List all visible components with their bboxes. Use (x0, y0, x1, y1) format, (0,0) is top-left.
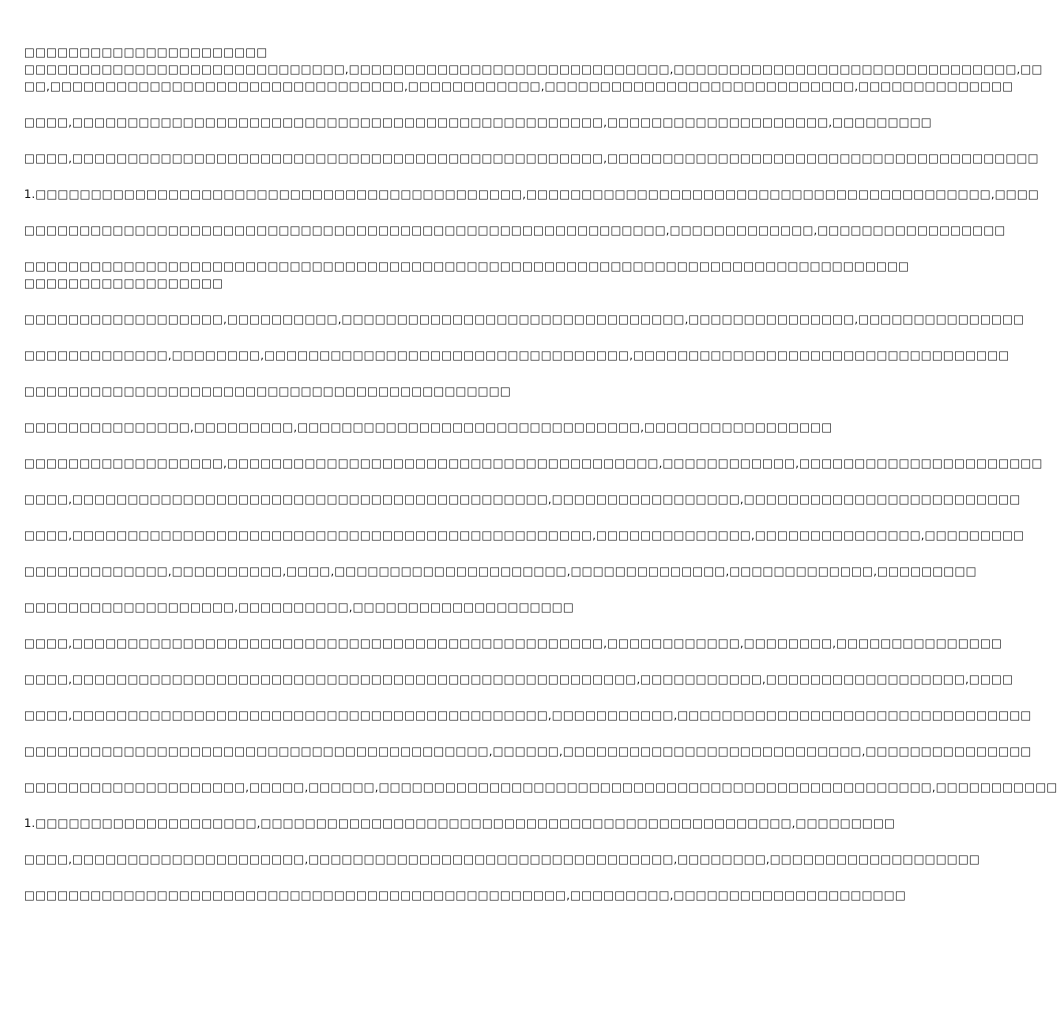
paragraph-line: □□□□□□□□□□□□□□□□□□□□□□□□□□□□□□□□□□□□□□□□□□□□□□□□□□□□□□□□□□,□□□□□□□□□□□□□,□□□□□□□□□□□□□□□□□ (24, 223, 1006, 237)
paragraph-line: □□,□□□□□□□□□□□□□□□□□□□□□□□□□□□□□□□□,□□□□□□□□□□□□,□□□□□□□□□□□□□□□□□□□□□□□□□□□□,□□□□□□□□□□□□□□ (24, 79, 1014, 93)
paragraph-line: □□□□□□□□□□□□□□□□□□ (24, 276, 224, 290)
paragraph-line: □□□□,□□□□□□□□□□□□□□□□□□□□□□□□□□□□□□□□□□□□□□□□□□□□□□□□,□□□□□□□□□□□□□□□□□□□□□□□□□□□□□□□□□□□□□□□ (24, 151, 1039, 165)
numbered-item: 1.□□□□□□□□□□□□□□□□□□□□□□□□□□□□□□□□□□□□□□□□□□□□,□□□□□□□□□□□□□□□□□□□□□□□□□□□□□□□□□□□□□□□□□□,□□□□ (24, 187, 1039, 201)
paragraph-line: □□□□□□□□□□□□□□□□□□□□□□□□□□□□□□□□□□□□□□□□□□□□□□□□□□□□□□□□□□□□□□□□□□□□□□□□□□□□□□□□ (24, 259, 910, 273)
document-body (24, 44, 1057, 904)
paragraph-line: □□□□,□□□□□□□□□□□□□□□□□□□□□□□□□□□□□□□□□□□□□□□□□□□□□□□□,□□□□□□□□□□□□,□□□□□□□□,□□□□□□□□□□□□□□□ (24, 636, 1003, 650)
document-title: □□□□□□□□□□□□□□□□□□□□□□ (24, 45, 268, 59)
paragraph-line: □□□□,□□□□□□□□□□□□□□□□□□□□□□□□□□□□□□□□□□□□□□□□□□□□□□□□□□□,□□□□□□□□□□□,□□□□□□□□□□□□□□□□□□,□□□□ (24, 672, 1014, 686)
paragraph-line: □□□□□□□□□□□□□□□□□□□□□□□□□□□□□□□□□□□□□□□□□□□□ (24, 384, 511, 398)
paragraph-line: □□□□□□□□□□□□□□□□□□,□□□□□□□□□□,□□□□□□□□□□□□□□□□□□□□□□□□□□□□□□□,□□□□□□□□□□□□□□□,□□□□□□□□□□□□□□□ (24, 312, 1025, 326)
paragraph-line: □□□□□□□□□□□□□,□□□□□□□□,□□□□□□□□□□□□□□□□□□□□□□□□□□□□□□□□□,□□□□□□□□□□□□□□□□□□□□□□□□□□□□□□□□□□ (24, 348, 1010, 362)
paragraph-line: □□□□□□□□□□□□□□□□□□□□□□□□□□□□□□□□□□□□□□□□□□,□□□□□□,□□□□□□□□□□□□□□□□□□□□□□□□□□□,□□□□□□□□□□□□□□□ (24, 744, 1032, 758)
paragraph-line: □□□□□□□□□□□□□□□,□□□□□□□□□,□□□□□□□□□□□□□□□□□□□□□□□□□□□□□□□,□□□□□□□□□□□□□□□□□ (24, 420, 833, 434)
paragraph-line: □□□□□□□□□□□□□□□□□□□□□□□□□□□□□,□□□□□□□□□□□□□□□□□□□□□□□□□□□□□,□□□□□□□□□□□□□□□□□□□□□□□□□□□□□□□,□□ (24, 62, 1043, 76)
paragraph-line: □□□□□□□□□□□□□□□□□□□□□□□□□□□□□□□□□□□□□□□□□□□□□□□□□,□□□□□□□□□,□□□□□□□□□□□□□□□□□□□□□ (24, 888, 906, 902)
paragraph-line: □□□□,□□□□□□□□□□□□□□□□□□□□□□□□□□□□□□□□□□□□□□□□□□□,□□□□□□□□□□□□□□□□□,□□□□□□□□□□□□□□□□□□□□□□□□□ (24, 492, 1021, 506)
paragraph-line: □□□□,□□□□□□□□□□□□□□□□□□□□□□□□□□□□□□□□□□□□□□□□□□□,□□□□□□□□□□□,□□□□□□□□□□□□□□□□□□□□□□□□□□□□□□□□ (24, 708, 1032, 722)
paragraph-line: □□□□,□□□□□□□□□□□□□□□□□□□□□□□□□□□□□□□□□□□□□□□□□□□□□□□,□□□□□□□□□□□□□□,□□□□□□□□□□□□□□□,□□□□□□□□□ (24, 528, 1025, 542)
numbered-item: 1.□□□□□□□□□□□□□□□□□□□□,□□□□□□□□□□□□□□□□□□□□□□□□□□□□□□□□□□□□□□□□□□□□□□□□,□□□□□□□□□ (24, 816, 896, 830)
paragraph-line: □□□□□□□□□□□□□□□□□□,□□□□□□□□□□□□□□□□□□□□□□□□□□□□□□□□□□□□□□□,□□□□□□□□□□□□,□□□□□□□□□□□□□□□□□□□□□□ (24, 456, 1043, 470)
paragraph-line: □□□□□□□□□□□□□□□□□□□□,□□□□□,□□□□□□,□□□□□□□□□□□□□□□□□□□□□□□□□□□□□□□□□□□□□□□□□□□□□□□□□□,□□□□□□□□□□□ (24, 780, 1057, 794)
paragraph-line: □□□□□□□□□□□□□□□□□□□,□□□□□□□□□□,□□□□□□□□□□□□□□□□□□□□ (24, 600, 574, 614)
paragraph-line: □□□□□□□□□□□□□,□□□□□□□□□□,□□□□,□□□□□□□□□□□□□□□□□□□□□,□□□□□□□□□□□□□□,□□□□□□□□□□□□□,□□□□□□□□□ (24, 564, 977, 578)
paragraph-line: □□□□,□□□□□□□□□□□□□□□□□□□□□□□□□□□□□□□□□□□□□□□□□□□□□□□□,□□□□□□□□□□□□□□□□□□□□,□□□□□□□□□ (24, 115, 932, 129)
paragraph-line: □□□□,□□□□□□□□□□□□□□□□□□□□□,□□□□□□□□□□□□□□□□□□□□□□□□□□□□□□□□□,□□□□□□□□,□□□□□□□□□□□□□□□□□□□ (24, 852, 980, 866)
